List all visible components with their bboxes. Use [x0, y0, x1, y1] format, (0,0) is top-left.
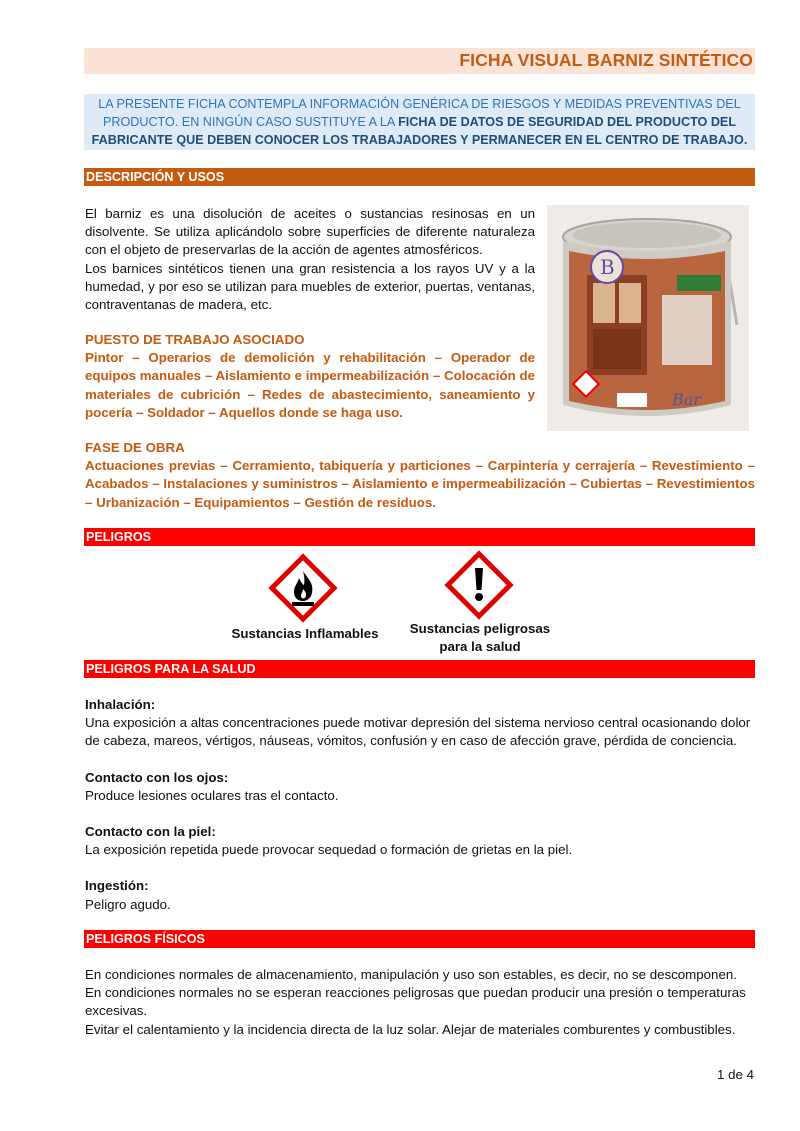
puesto-text: Pintor – Operarios de demolición y rehabilitación – Operador de equipos manuales – Aislamiento e impermeabilización – Colocación de materiales de cubrición – Redes de abastecimiento, saneamiento y pocería – Soldador – Aquellos donde se haga uso.	[85, 350, 535, 420]
flame-icon	[268, 553, 338, 623]
salud-block	[85, 696, 757, 914]
section-peligros-header: PELIGROS	[84, 528, 755, 546]
section-descripcion-header: DESCRIPCIÓN Y USOS	[84, 168, 755, 186]
puesto-block	[85, 331, 535, 422]
health-hazard-label	[395, 620, 565, 656]
fisicos-line-1: En condiciones normales de almacenamiento, manipulación y uso son estables, es decir, no se descomponen.	[85, 967, 737, 982]
product-photo	[547, 205, 749, 431]
ojos-heading: Contacto con los ojos:	[85, 769, 229, 785]
descripcion-block	[85, 205, 535, 314]
section-salud-header: PELIGROS PARA LA SALUD	[84, 660, 755, 678]
flammable-pictogram	[268, 553, 338, 628]
ingestion-heading: Ingestión:	[85, 878, 149, 894]
title-banner	[84, 48, 755, 74]
fisicos-line-3: Evitar el calentamiento y la incidencia directa de la luz solar. Alejar de materiales comburentes y combustibles.	[85, 1021, 736, 1037]
fase-text: Actuaciones previas – Cerramiento, tabiquería y particiones – Carpintería y cerrajería – Revestimiento – Acabados – Instalaciones y suministros – Aislamiento e impermeabilización – Cubiertas – Revestimientos – Urbanización – Equipamientos – Gestión de residuos.	[85, 458, 755, 510]
ojos-text: Produce lesiones oculares tras el contacto.	[85, 787, 339, 803]
svg-text:B: B	[600, 255, 615, 279]
descripcion-paragraph-1: El barniz es una disolución de aceites o sustancias resinosas en un disolvente. Se utiliza aplicándolo sobre superficies de diferente naturaleza con el objeto de preservarlas de la acción de agentes atmosféricos.	[85, 206, 535, 258]
piel-heading: Contacto con la piel:	[85, 824, 216, 840]
can-brand-text: Bar	[672, 390, 701, 409]
fisicos-line-2: En condiciones normales no se esperan reacciones peligrosas que puedan producir una presión o temperaturas excesivas.	[85, 985, 746, 1019]
puesto-heading: PUESTO DE TRABAJO ASOCIADO	[85, 332, 305, 347]
health-hazard-pictogram	[444, 550, 514, 625]
descripcion-paragraph-2: Los barnices sintéticos tienen una gran resistencia a los rayos UV y a la humedad, y por eso se utilizan para muebles de exterior, puertas, ventanas, contraventanas de madera, etc.	[85, 260, 535, 313]
health-hazard-label-line1: Sustancias peligrosas	[409, 621, 551, 636]
ingestion-text: Peligro agudo.	[85, 896, 171, 912]
health-hazard-label-line2: para la salud	[439, 639, 521, 654]
fisicos-block	[85, 966, 757, 1039]
flammable-label: Sustancias Inflamables	[231, 626, 379, 641]
disclaimer-notice	[84, 94, 755, 150]
piel-text: La exposición repetida puede provocar sequedad o formación de grietas en la piel.	[85, 842, 573, 858]
notice-text: LA PRESENTE FICHA CONTEMPLA INFORMACIÓN GENÉRICA DE RIESGOS Y MEDIDAS PREVENTIVAS DEL PRODUCTO. EN NINGÚN CASO SUSTITUYE A LA	[98, 97, 741, 129]
section-fisicos-header: PELIGROS FÍSICOS	[84, 930, 755, 948]
notice-bold-text: FICHA DE DATOS DE SEGURIDAD DEL PRODUCTO DEL FABRICANTE QUE DEBEN CONOCER LOS TRABAJADORES Y PERMANECER EN EL CENTRO DE TRABAJO.	[91, 115, 748, 147]
fase-heading: FASE DE OBRA	[85, 440, 185, 455]
fase-block	[85, 439, 755, 512]
inhalacion-text: Una exposición a altas concentraciones puede motivar depresión del sistema nervioso central ocasionando dolor de cabeza, mareos, vértigos, náuseas, vómitos, confusión y en caso de afección grave, pérdida de conciencia.	[85, 715, 751, 749]
page-number: 1 de 4	[717, 1067, 754, 1082]
page-title: FICHA VISUAL BARNIZ SINTÉTICO	[459, 50, 753, 70]
varnish-can-image	[547, 205, 749, 431]
inhalacion-heading: Inhalación:	[85, 697, 156, 712]
exclamation-icon	[444, 550, 514, 620]
